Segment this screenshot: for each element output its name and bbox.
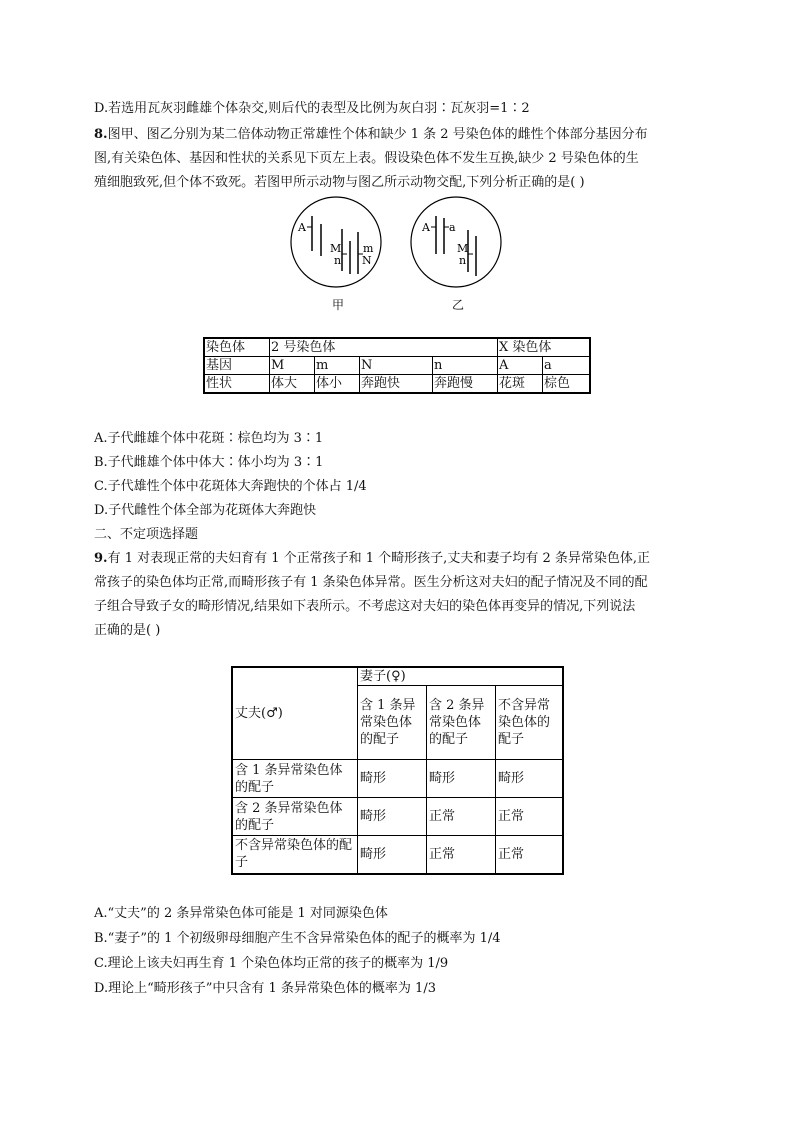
- table-cell: 体小: [315, 375, 360, 394]
- question-9-text-1: 有 1 对表现正常的夫妇育有 1 个正常孩子和 1 个畸形孩子,丈夫和妻子均有 2 条异常染色体,正: [107, 551, 650, 566]
- table-cell: 体大: [270, 375, 315, 394]
- table-cell: A: [498, 357, 543, 375]
- question-9-line-2: 常孩子的染色体均正常,而畸形孩子有 1 条染色体异常。医生分析这对夫妇的配子情况及不同的配: [94, 575, 648, 590]
- table-cell: 基因: [204, 357, 270, 375]
- gamete-combination-table: [231, 666, 564, 875]
- question-9-line-4: 正确的是( ): [94, 623, 161, 638]
- table-cell: a: [543, 357, 591, 375]
- gene-trait-table: [203, 337, 591, 394]
- caption-jia: 甲: [332, 298, 345, 312]
- question-8-option-b: B.子代雌雄个体中体大∶体小均为 3∶1: [94, 455, 324, 470]
- question-9-number: 9.: [94, 551, 108, 566]
- question-9-option-d: D.理论上“畸形孩子”中只含有 1 条异常染色体的概率为 1/3: [94, 981, 436, 996]
- question-9-option-b: B.“妻子”的 1 个初级卵母细胞产生不含异常染色体的配子的概率为 1/4: [94, 931, 501, 946]
- question-8-number: 8.: [94, 127, 108, 142]
- question-8-text-1: 图甲、图乙分别为某二倍体动物正常雄性个体和缺少 1 条 2 号染色体的雌性个体部分基因分布: [107, 127, 648, 142]
- table-cell: 正常: [496, 836, 564, 874]
- caption-yi: 乙: [452, 298, 465, 312]
- table-cell: 畸形: [358, 760, 427, 798]
- table-cell: 畸形: [358, 798, 427, 836]
- table-cell: 正常: [496, 798, 564, 836]
- cell-yi: [411, 197, 501, 287]
- table-row: [204, 338, 590, 357]
- question-8-line-3: 殖细胞致死,但个体不致死。若图甲所示动物与图乙所示动物交配,下列分析正确的是( ): [94, 175, 585, 190]
- label-jia-n: n: [334, 254, 342, 267]
- question-8-option-c: C.子代雄性个体中花斑体大奔跑快的个体占 1/4: [94, 479, 367, 494]
- table-cell: N: [360, 357, 433, 375]
- table-cell: m: [315, 357, 360, 375]
- label-jia-N: N: [362, 254, 372, 267]
- table-cell: 奔跑慢: [433, 375, 498, 394]
- section-heading: 二、不定项选择题: [94, 527, 199, 542]
- table-row: [204, 357, 590, 375]
- label-yi-M: M: [457, 242, 469, 255]
- table-cell: 畸形: [358, 836, 427, 874]
- question-9-line-3: 子组合导致子女的畸形情况,结果如下表所示。不考虑这对夫妇的染色体再变异的情况,下列说法: [94, 599, 636, 614]
- question-9-line-1: [94, 550, 650, 568]
- table-cell: 正常: [427, 836, 496, 874]
- table-cell: X 染色体: [498, 338, 591, 357]
- wife-column-3: 不含异常染色体的配子: [496, 686, 564, 760]
- table-cell: 奔跑快: [360, 375, 433, 394]
- wife-column-1: 含 1 条异常染色体的配子: [358, 686, 427, 760]
- table-cell: 染色体: [204, 338, 270, 357]
- question-9-option-a: A.“丈夫”的 2 条异常染色体可能是 1 对同源染色体: [94, 906, 388, 921]
- cell-jia: [291, 197, 381, 287]
- question-8-line-2: 图,有关染色体、基因和性状的关系见下页左上表。假设染色体不发生互换,缺少 2 号染色体的生: [94, 151, 639, 166]
- question-8-line-1: [94, 126, 648, 144]
- table-cell: n: [433, 357, 498, 375]
- table-row: [232, 798, 563, 836]
- chromosome-diagram: [290, 196, 510, 296]
- label-jia-m: m: [363, 242, 374, 255]
- question-8-option-a: A.子代雌雄个体中花斑∶棕色均为 3∶1: [94, 431, 324, 446]
- wife-column-2: 含 2 条异常染色体的配子: [427, 686, 496, 760]
- husband-row-2: 含 2 条异常染色体的配子: [232, 798, 358, 836]
- table-row: [232, 836, 563, 874]
- table-cell: 2 号染色体: [270, 338, 498, 357]
- label-yi-A: A: [422, 221, 430, 234]
- label-yi-a: a: [449, 221, 456, 234]
- label-jia-A: A: [298, 221, 306, 234]
- table-cell: 畸形: [427, 760, 496, 798]
- table-cell: 棕色: [543, 375, 591, 394]
- table-row: [204, 375, 590, 394]
- husband-header: 丈夫(♂): [232, 667, 358, 760]
- option-d-previous: D.若选用瓦灰羽雌雄个体杂交,则后代的表型及比例为灰白羽∶瓦灰羽=1∶2: [94, 101, 530, 116]
- table-cell: M: [270, 357, 315, 375]
- label-jia-M: M: [330, 242, 342, 255]
- husband-row-3: 不含异常染色体的配子: [232, 836, 358, 874]
- question-9-option-c: C.理论上该夫妇再生育 1 个染色体均正常的孩子的概率为 1/9: [94, 956, 449, 971]
- table-cell: 花斑: [498, 375, 543, 394]
- table-row: [232, 760, 563, 798]
- table-cell: 正常: [427, 798, 496, 836]
- table-cell: 性状: [204, 375, 270, 394]
- table-cell: 畸形: [496, 760, 564, 798]
- question-8-option-d: D.子代雌性个体全部为花斑体大奔跑快: [94, 503, 317, 518]
- wife-header: 妻子(♀): [358, 667, 564, 686]
- table-row: [232, 667, 563, 686]
- husband-row-1: 含 1 条异常染色体的配子: [232, 760, 358, 798]
- label-yi-n: n: [459, 254, 467, 267]
